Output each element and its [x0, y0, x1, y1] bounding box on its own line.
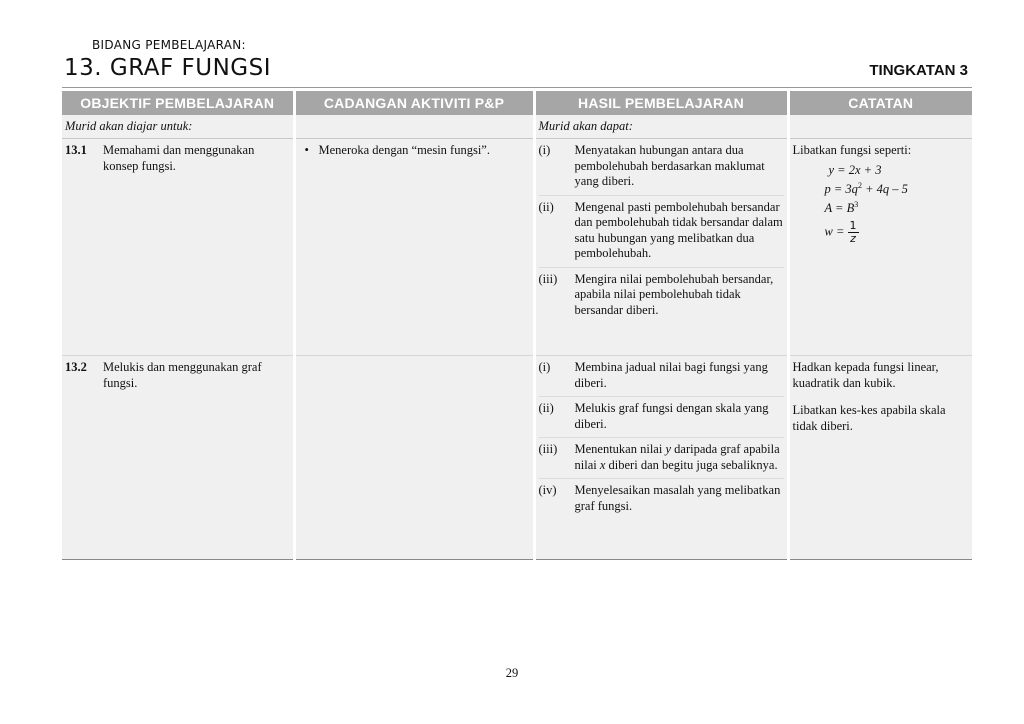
- subheader-row: [62, 115, 972, 139]
- objective-number: 13.2: [65, 360, 87, 374]
- equation-part: w =: [824, 224, 845, 239]
- outcome-text: [575, 442, 784, 473]
- tingkatan-label: TINGKATAN 3: [869, 62, 968, 79]
- list-item: [539, 483, 784, 519]
- numerator: 1: [849, 218, 857, 232]
- objective-text: Memahami dan menggunakan konsep fungsi.: [103, 143, 255, 173]
- section-row-13-1: [62, 139, 972, 356]
- header-row: [62, 91, 972, 115]
- syllabus-table: [62, 91, 972, 560]
- list-item: [539, 360, 784, 397]
- subheader-hasil: Murid akan dapat:: [534, 115, 788, 139]
- subheader-empty: [294, 115, 534, 139]
- equation: y = 2x + 3: [828, 162, 882, 177]
- page-title: 13. GRAF FUNGSI: [64, 55, 272, 81]
- activity-cell: [294, 139, 534, 356]
- outcome-text: Menyatakan hubungan antara dua pembolehubah berdasarkan maklumat yang diberi.: [574, 143, 765, 188]
- list-item: [539, 401, 784, 438]
- outcome-number: (i): [538, 143, 551, 157]
- outcomes-cell: [534, 139, 788, 356]
- outcome-number: (i): [538, 360, 551, 374]
- bidang-label: BIDANG PEMBELAJARAN:: [92, 38, 246, 52]
- outcome-number: (ii): [538, 401, 554, 415]
- list-item: [539, 143, 784, 196]
- section-row-13-2: [62, 356, 972, 560]
- note-text: Libatkan kes-kes apabila skala tidak diberi.: [792, 403, 946, 433]
- text-part: daripada graf apabila nilai: [574, 442, 780, 472]
- outcome-text: Mengenal pasti pembolehubah bersandar dan pembolehubah tidak bersandar dalam satu hubungan yang melibatkan dua pembolehubah.: [574, 199, 783, 260]
- note-text: Hadkan kepada fungsi linear, kuadratik dan kubik.: [792, 360, 939, 390]
- col-header-objektif: OBJEKTIF PEMBELAJARAN: [62, 91, 294, 115]
- list-item: [539, 442, 784, 479]
- objective-cell: [62, 356, 294, 560]
- outcome-text: Menyelesaikan masalah yang melibatkan graf fungsi.: [574, 483, 781, 513]
- list-item: [539, 272, 784, 324]
- equation: [793, 178, 970, 197]
- activity-cell: [294, 356, 534, 560]
- outcome-number: (iii): [538, 271, 558, 286]
- variable: x: [599, 457, 606, 472]
- notes-cell: [788, 139, 972, 356]
- subheader-empty: [788, 115, 972, 139]
- activity-text: Meneroka dengan “mesin fungsi”.: [318, 143, 490, 157]
- top-rule: [62, 87, 972, 88]
- equation-part: A = B: [824, 200, 855, 215]
- denominator: z: [850, 231, 856, 245]
- text-part: diberi dan begitu juga sebaliknya.: [605, 457, 778, 472]
- exponent: 3: [854, 199, 859, 209]
- outcome-number: (iii): [538, 442, 558, 456]
- outcome-number: (ii): [538, 199, 554, 214]
- text-part: Menentukan nilai: [574, 442, 666, 456]
- outcome-text: Melukis graf fungsi dengan skala yang diberi.: [574, 401, 769, 431]
- outcome-text: Membina jadual nilai bagi fungsi yang diberi.: [574, 360, 768, 390]
- outcome-text: Mengira nilai pembolehubah bersandar, apabila nilai pembolehubah tidak bersandar diberi.: [574, 271, 774, 317]
- bullet-icon: •: [304, 143, 309, 157]
- col-header-hasil: HASIL PEMBELAJARAN: [534, 91, 788, 115]
- objective-text: Melukis dan menggunakan graf fungsi.: [103, 360, 262, 390]
- list-item: [539, 200, 784, 268]
- exponent: 2: [857, 180, 862, 190]
- objective-number: 13.1: [65, 143, 87, 157]
- equation: [793, 197, 970, 216]
- equation: [793, 220, 970, 245]
- notes-cell: [788, 356, 972, 560]
- variable: y: [665, 442, 672, 456]
- page-number: 29: [505, 666, 519, 680]
- subheader-objektif: Murid akan diajar untuk:: [62, 115, 294, 139]
- fraction: [848, 220, 859, 245]
- outcomes-cell: [534, 356, 788, 560]
- col-header-aktiviti: CADANGAN AKTIVITI P&P: [294, 91, 534, 115]
- equation-part: p = 3q: [824, 181, 858, 196]
- note-text: Libatkan fungsi seperti:: [792, 143, 912, 157]
- equation-part: + 4q – 5: [861, 181, 908, 196]
- outcome-number: (iv): [538, 483, 557, 497]
- col-header-catatan: CATATAN: [788, 91, 972, 115]
- objective-cell: [62, 139, 294, 356]
